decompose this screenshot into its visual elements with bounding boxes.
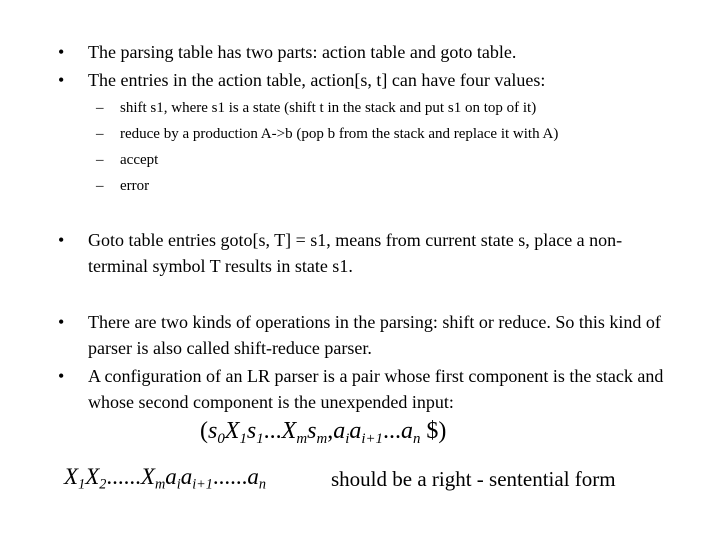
dash-marker: – (96, 152, 104, 168)
bullet-parsing-table (58, 39, 678, 65)
bullet-operations (58, 309, 678, 361)
sub-item-accept (96, 147, 696, 173)
bullet-text: The parsing table has two parts: action table and goto table. (88, 42, 517, 62)
bullet-action-entries (58, 67, 678, 93)
bullet-marker: • (58, 42, 65, 62)
sentential-text: should be a right - sentential form (331, 467, 616, 491)
dash-marker: – (96, 178, 104, 194)
bullet-configuration (58, 363, 678, 415)
bullet-text: A configuration of an LR parser is a pair whose first component is the stack and whose second component is the unexpended input: (88, 366, 664, 412)
sub-item-text: reduce by a production A->b (pop b from the stack and replace it with A) (120, 126, 559, 142)
bullet-marker: • (58, 312, 65, 332)
configuration-formula: ($s_0X_1s_1...X_ms_m,a_ia_{i+1}...a_n$ $) (200, 418, 447, 447)
sub-item-shift (96, 95, 696, 121)
bullet-text: Goto table entries goto[s, T] = s1, means from current state s, place a non-terminal symbol T results in state s1. (88, 230, 623, 276)
sub-item-text: shift s1, where s1 is a state (shift t in the stack and put s1 on top of it) (120, 100, 537, 116)
dash-marker: – (96, 100, 104, 116)
sub-item-text: accept (120, 152, 159, 168)
bullet-marker: • (58, 366, 65, 386)
bullet-marker: • (58, 230, 65, 250)
sub-item-text: error (120, 178, 150, 194)
bullet-text: There are two kinds of operations in the parsing: shift or reduce. So this kind of parser is also called shift-reduce parser. (88, 312, 661, 358)
sentential-formula: $X_1X_2......X_ma_ia_{i+1}......a_n$ (64, 464, 267, 493)
dash-marker: – (96, 126, 104, 142)
sub-item-reduce (96, 121, 696, 147)
bullet-goto-entries (58, 227, 678, 279)
sub-item-error (96, 173, 696, 199)
bullet-marker: • (58, 70, 65, 90)
bullet-text: The entries in the action table, action[s, t] can have four values: (88, 70, 546, 90)
